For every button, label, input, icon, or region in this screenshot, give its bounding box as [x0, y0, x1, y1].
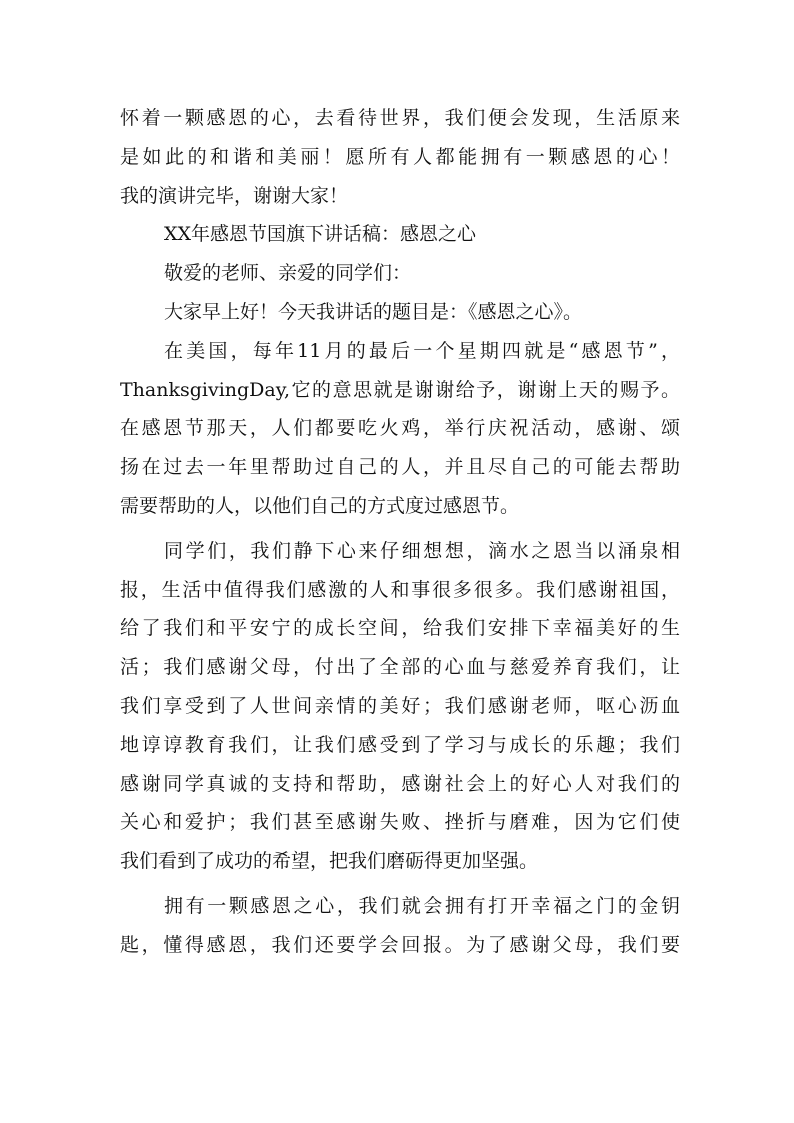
text-line: 关心和爱护；我们甚至感谢失败、挫折与磨难，因为它们使	[120, 811, 680, 834]
text-line: 大家早上好！今天我讲话的题目是：《感恩之心》。	[164, 300, 583, 323]
speech-title	[120, 215, 680, 254]
text-line: 需要帮助的人，以他们自己的方式度过感恩节。	[120, 494, 520, 517]
text-line: 活；我们感谢父母，付出了全部的心血与慈爱养育我们，让	[120, 656, 680, 679]
salutation	[120, 254, 680, 293]
paragraph-gratitude	[120, 532, 680, 881]
text-line: 怀着一颗感恩的心，去看待世界，我们便会发现，生活原来	[120, 107, 680, 129]
paragraph-closing	[120, 99, 680, 215]
text-line: 我的演讲完毕，谢谢大家！	[120, 184, 349, 207]
document-body	[120, 99, 680, 965]
text-line: 匙，懂得感恩，我们还要学会回报。为了感谢父母，我们要	[120, 933, 680, 956]
text-line: 感谢同学真诚的支持和帮助，感谢社会上的好心人对我们的	[120, 772, 680, 795]
text-line: 我们看到了成功的希望，把我们磨砺得更加坚强。	[120, 850, 539, 873]
text-line: 同学们，我们静下心来仔细想想，滴水之恩当以涌泉相	[164, 539, 680, 562]
text-line: 敬爱的老师、亲爱的同学们：	[164, 262, 412, 285]
text-line: 地谆谆教育我们，让我们感受到了学习与成长的乐趣；我们	[120, 733, 680, 756]
paragraph-repay	[120, 887, 680, 965]
text-line: 在美国，每年11月的最后一个星期四就是“感恩节”，	[164, 339, 680, 362]
paragraph-thanksgiving	[120, 332, 680, 526]
text-line: XX年感恩节国旗下讲话稿：感恩之心	[164, 223, 477, 246]
text-line: 我们享受到了人世间亲情的美好；我们感谢老师，呕心沥血	[120, 694, 680, 717]
text-line: 在感恩节那天，人们都要吃火鸡，举行庆祝活动，感谢、颂	[120, 417, 680, 440]
greeting	[120, 293, 680, 332]
text-line: 是如此的和谐和美丽！愿所有人都能拥有一颗感恩的心！	[120, 145, 680, 168]
text-line: ThanksgivingDay,它的意思就是谢谢给予，谢谢上天的赐予。	[120, 378, 680, 401]
text-line: 给了我们和平安宁的成长空间，给我们安排下幸福美好的生	[120, 617, 680, 640]
text-line: 扬在过去一年里帮助过自己的人，并且尽自己的可能去帮助	[120, 456, 680, 479]
text-line: 报，生活中值得我们感激的人和事很多很多。我们感谢祖国，	[120, 578, 680, 601]
text-line: 拥有一颗感恩之心，我们就会拥有打开幸福之门的金钥	[164, 894, 680, 917]
